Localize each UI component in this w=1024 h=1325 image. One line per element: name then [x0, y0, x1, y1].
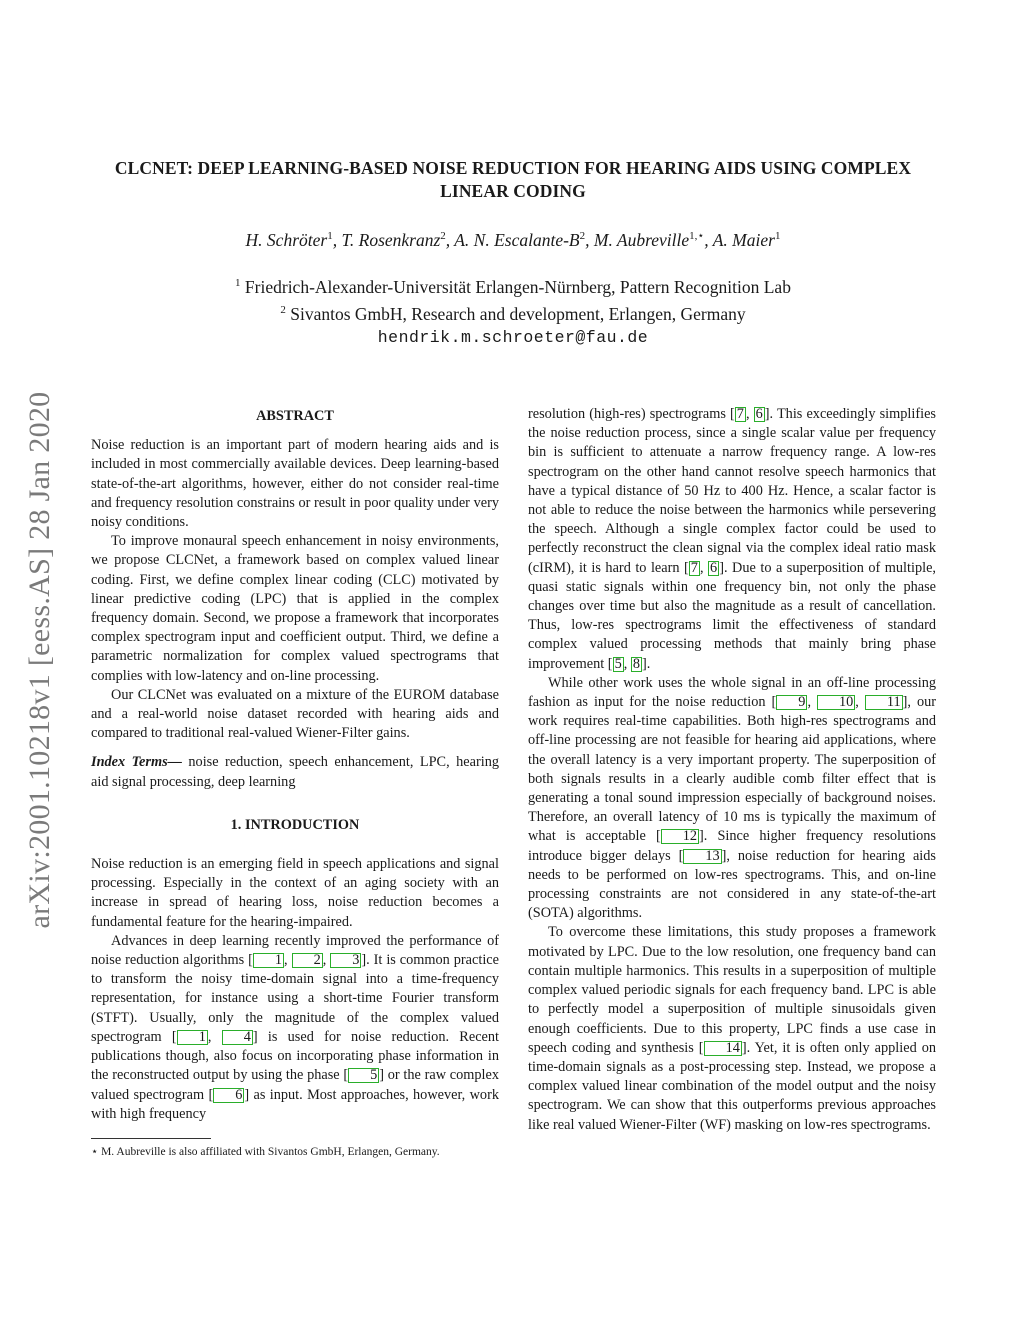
author-affiliation-mark: 2	[440, 230, 446, 242]
author-affiliation-mark: 1,⋆	[689, 230, 705, 242]
citation-link[interactable]: 6	[710, 559, 718, 576]
index-terms-text: noise reduction, speech enhancement, LPC, hearing aid signal processing, deep learning	[91, 754, 499, 790]
body-paragraph: To overcome these limitations, this study proposes a framework motivated by LPC. Due to the low resolution, one frequency band can contain multiple harmonics. This results in a superposition of multiple complex valued periodic signals for each frequency band. LPC is able to perfectly model a superposition of multiple sinusoidals given enough coefficients. Due to this property, LPC finds a use case in speech coding and synthesis [ 14 ]. Yet, it is often only applied on time-domain signals as a post-processing step. Instead, we propose a complex valued linear combination of the model output and the noisy spectrogram. We can show that this outperforms previous approaches like real valued Wiener-Filter (WF) masking on low-res spectrograms.	[528, 924, 936, 1133]
citation-link[interactable]: 6	[213, 1088, 244, 1103]
author-affiliation-mark: 1	[327, 230, 333, 242]
author-list: H. Schröter$^1$, T. Rosenkranz$^2$, A. N. Escalante-$B^2$, M. Aubreville$^{1,⋆}$, A. Maier$^1$	[245, 229, 781, 250]
affiliation-text: Friedrich-Alexander-Universität Erlangen-Nürnberg, Pattern Recognition Lab	[244, 276, 791, 297]
body-paragraph: resolution (high-res) spectrograms [ 7 , 6 ]. This exceedingly simplifies the noise reduction process, since a single scalar value per frequency bin is sufficient to attenuate a narrow frequency range. A low-res spectrogram on the other hand cannot resolve speech harmonics that have a typical distance of 50 Hz to 400 Hz. Hence, a scalar factor is not able to reduce the noise between the harmonics while persevering the speech. Although a single complex factor could be used to perfectly reconstruct the clean signal via the complex ideal ratio mask (cIRM), it is hard to learn [ 7 , 6 ]. Due to a superposition of multiple, quasi static signals within one frequency bin, not only the phase changes over time but also the magnitude as a result of cancellation. Thus, low-res spectrograms limit the effectiveness of standard complex valued processing methods that mainly bring phase improvement [ 5 , 8 ].	[528, 406, 936, 672]
author-affiliation-mark: 2	[579, 230, 586, 242]
author: A. Maier	[712, 229, 775, 250]
citation-link[interactable]: 1	[177, 1030, 208, 1045]
citation-link[interactable]: 5	[614, 655, 622, 672]
citation-link[interactable]: 13	[683, 849, 721, 864]
affiliation-mark: 1	[235, 277, 241, 289]
citation-link[interactable]: 11	[865, 695, 903, 710]
abstract-heading: ABSTRACT	[256, 408, 334, 424]
affiliation-line	[90, 299, 936, 326]
author: T. Rosenkranz	[341, 229, 441, 250]
body-paragraph: While other work uses the whole signal in an off-line processing fashion as input for the noise reduction [ 9 , 10 , 11 ], our work requires real-time capabilities. Both high-res spectrograms and off-line processing are not feasible for hearing aid applications, where the overall latency is a very important property. The superposition of both signals results in a clearly audible comb filter effect that is generating a tonal sound impression especially of background noises. Therefore, an overall latency of 10 ms is typically the maximum of what is acceptable [ 12 ]. Since higher frequency resolutions introduce bigger delays [ 13 ], noise reduction for hearing aids needs to be performed on low-res spectrograms. This, and on-line processing constraints are not considered in any state-of-the-art (SOTA) algorithms.	[528, 674, 937, 922]
citation-link[interactable]: 6	[755, 406, 763, 422]
footnote: ⋆ M. Aubreville is also affiliated with Sivantos GmbH, Erlangen, Germany.	[91, 1145, 440, 1158]
author: H. Schröter	[245, 229, 328, 250]
citation-link[interactable]: 1	[253, 953, 284, 968]
citation-link[interactable]: 10	[817, 695, 855, 710]
citation-link[interactable]: 9	[776, 695, 807, 710]
affiliations	[90, 272, 936, 349]
citation-link[interactable]: 7	[690, 559, 698, 576]
citation-link[interactable]: 12	[661, 829, 699, 844]
intro-paragraph: Noise reduction is an emerging field in speech applications and signal processing. Especially in the context of an aging society with an increase in spread of hearing loss, noise reduction becomes a fundamental feature for the hearing-impaired.	[91, 856, 499, 930]
arxiv-identifier: arXiv:2001.10218v1 [eess.AS] 28 Jan 2020	[23, 391, 56, 929]
intro-paragraph: Advances in deep learning recently improved the performance of noise reduction algorithms [ 1 , 2 , 3 ]. It is common practice to transform the noisy time-domain signal into a time-frequency representation, for instance using a short-time Fourier transform (STFT). Usually, only the magnitude of the complex valued spectrogram [ 1 , 4 ] is used for noise reduction. Recent publications though, also focus on incorporating phase information in the reconstructed output by using the phase [ 5 ] or the raw complex valued spectrogram [ 6 ] as input. Most approaches, however, work with high frequency	[91, 932, 500, 1122]
abstract-paragraph: Noise reduction is an important part of modern hearing aids and is included in most commercially available devices. Deep learning-based state-of-the-art algorithms, however, either do not consider real-time and frequency resolution constrains or result in poor quality under very noisy conditions.	[91, 437, 499, 531]
footnote-divider	[91, 1138, 211, 1139]
author: M. Aubreville	[593, 229, 690, 250]
affiliation-text: Sivantos GmbH, Research and development, Erlangen, Germany	[290, 303, 746, 324]
abstract-paragraph: To improve monaural speech enhancement in noisy environments, we propose CLCNet, a framework based on complex valued linear coding. First, we define complex linear coding (CLC) motivated by linear predictive coding (LPC) that is applied in the complex frequency domain. Second, we propose a framework that incorporates complex spectrogram input and coefficient output. Third, we define a parametric normalization for complex valued spectrograms that complies with low-latency and on-line processing.	[91, 533, 499, 684]
contact-email[interactable]: hendrik.m.schroeter@fau.de	[377, 327, 649, 347]
index-terms-label: Index Terms—	[91, 754, 182, 771]
author: A. N. Escalante-B	[454, 229, 580, 250]
citation-link[interactable]: 14	[704, 1041, 742, 1056]
introduction-heading: 1. INTRODUCTION	[230, 816, 360, 833]
left-column	[91, 405, 499, 1160]
citation-link[interactable]: 2	[292, 953, 323, 968]
citation-link[interactable]: 3	[330, 953, 361, 968]
index-terms	[91, 753, 499, 791]
affiliation-mark: 2	[280, 303, 286, 316]
citation-link[interactable]: 5	[348, 1068, 379, 1083]
citation-link[interactable]: 7	[736, 406, 744, 422]
affiliation-line	[90, 272, 936, 299]
author-affiliation-mark: 1	[774, 230, 781, 242]
citation-link[interactable]: 8	[632, 655, 641, 672]
abstract-paragraph: Our CLCNet was evaluated on a mixture of the EUROM database and a real-world noise dataset recorded with hearing aids and compared to traditional real-valued Wiener-Filter gains.	[91, 686, 499, 742]
paper-title: CLCNET: DEEP LEARNING-BASED NOISE REDUCTION FOR HEARING AIDS USING COMPLEX LINEAR CODING	[114, 158, 912, 201]
right-column	[528, 405, 936, 1135]
citation-link[interactable]: 4	[222, 1030, 253, 1045]
